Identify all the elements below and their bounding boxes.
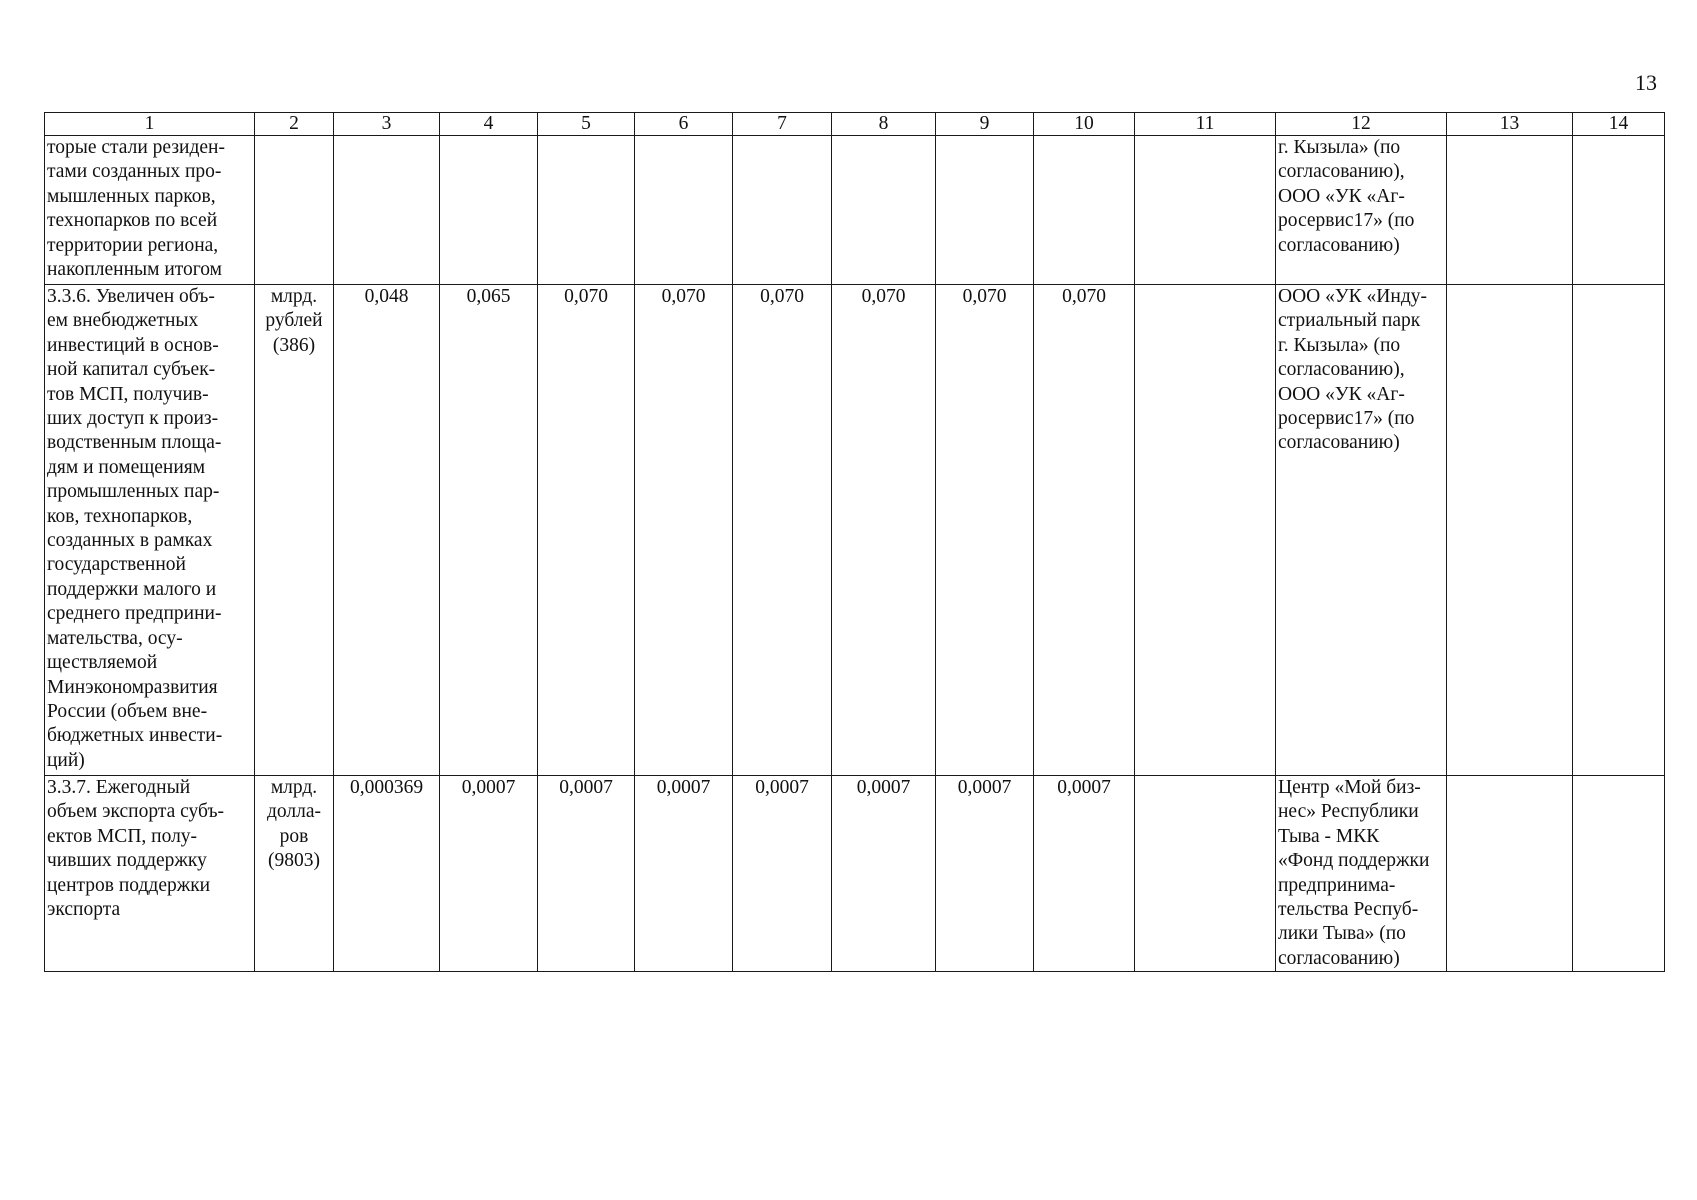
value-cell: 0,0007 [733,776,832,972]
indicator-description [45,285,255,776]
value-cell: 0,0007 [440,776,538,972]
indicators-table [44,112,1665,972]
unit-cell [255,776,334,972]
responsible-text: Центр «Мой биз- нес» Республики Тыва - МКК «Фонд поддержки предпринима- тельства Респуб- лики Тыва» (по согласованию) [1278,777,1430,969]
value-cell: 0,0007 [635,776,733,972]
column-header: 12 [1276,113,1447,136]
responsible-text: г. Кызыла» (по согласованию), ООО «УК «Аг- росервис17» (по согласованию) [1278,137,1415,256]
value-cell: 0,070 [538,285,635,776]
indicator-description-text: торые стали резиден- тами созданных про- мышленных парков, технопарков по всей территории региона, накопленным итогом [47,137,225,281]
value-cell [635,136,733,285]
column-14-cell [1573,285,1665,776]
column-header: 8 [832,113,936,136]
value-cell [832,136,936,285]
column-header: 11 [1135,113,1276,136]
responsible-cell [1276,776,1447,972]
unit-cell [255,285,334,776]
table-row [45,285,1665,776]
column-header: 6 [635,113,733,136]
value-cell [334,136,440,285]
column-header: 9 [936,113,1034,136]
indicator-description [45,136,255,285]
column-header: 7 [733,113,832,136]
column-11-cell [1135,136,1276,285]
value-cell: 0,0007 [1034,776,1135,972]
column-11-cell [1135,776,1276,972]
value-cell: 0,065 [440,285,538,776]
value-cell: 0,070 [832,285,936,776]
column-header: 3 [334,113,440,136]
value-cell: 0,0007 [538,776,635,972]
responsible-cell [1276,136,1447,285]
value-cell: 0,070 [733,285,832,776]
column-14-cell [1573,136,1665,285]
indicator-description-text: 3.3.7. Ежегодный объем экспорта субъ- ектов МСП, полу- чивших поддержку центров поддержки экспорта [47,777,225,921]
value-cell: 0,048 [334,285,440,776]
indicator-description-text: 3.3.6. Увеличен объ- ем внебюджетных инвестиций в основ- ной капитал субъек- тов МСП, получив- ших доступ к произ- водственным площа- дям и помещениям промышленных пар- ков, технопарков, созданных в рамках государственной поддержки малого и среднего предприни- мательства, осу- ществляемой Минэкономразвития России (объем вне- бюджетных инвести- ций) [47,286,223,771]
value-cell [936,136,1034,285]
value-cell: 0,0007 [832,776,936,972]
column-header: 14 [1573,113,1665,136]
column-13-cell [1447,285,1573,776]
unit-cell [255,136,334,285]
indicator-description [45,776,255,972]
responsible-cell [1276,285,1447,776]
column-header: 1 [45,113,255,136]
column-header: 13 [1447,113,1573,136]
value-cell [1034,136,1135,285]
page-number: 13 [1635,70,1657,95]
value-cell: 0,0007 [936,776,1034,972]
column-13-cell [1447,136,1573,285]
value-cell: 0,070 [635,285,733,776]
value-cell [440,136,538,285]
value-cell: 0,070 [936,285,1034,776]
value-cell: 0,000369 [334,776,440,972]
column-header: 2 [255,113,334,136]
column-header: 10 [1034,113,1135,136]
unit-text: млрд. долла- ров (9803) [266,777,322,872]
column-14-cell [1573,776,1665,972]
table-header-row [45,113,1665,136]
value-cell: 0,070 [1034,285,1135,776]
table-row [45,136,1665,285]
column-11-cell [1135,285,1276,776]
value-cell [733,136,832,285]
value-cell [538,136,635,285]
column-header: 5 [538,113,635,136]
table-row [45,776,1665,972]
unit-text: млрд. рублей (386) [265,286,323,356]
column-13-cell [1447,776,1573,972]
responsible-text: ООО «УК «Инду- стриальный парк г. Кызыла» (по согласованию), ООО «УК «Аг- росервис17» (по согласованию) [1278,286,1427,454]
column-header: 4 [440,113,538,136]
